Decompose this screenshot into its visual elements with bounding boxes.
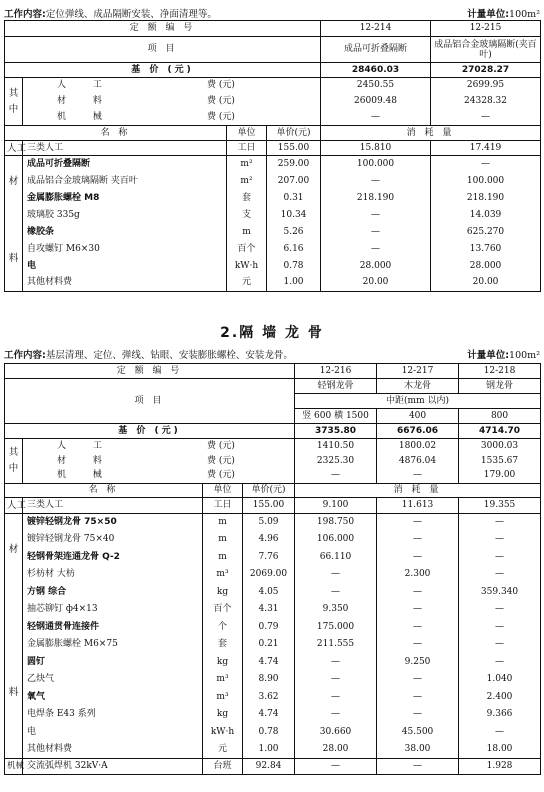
cost-row-machine — [23, 469, 295, 484]
quota-code: 12-214 — [321, 21, 431, 37]
material-value: 9.350 — [295, 601, 377, 619]
material-price: 8.90 — [243, 671, 295, 689]
material-name: 杉枋材 大枋 — [23, 566, 203, 584]
material-value: 20.00 — [321, 275, 431, 292]
cost-row-labor — [23, 78, 321, 94]
material-price: 4.74 — [243, 654, 295, 672]
material-value: — — [459, 619, 541, 637]
labor-price: 155.00 — [243, 498, 295, 514]
material-unit: kg — [203, 584, 243, 602]
material-value: 20.00 — [431, 275, 541, 292]
material-price: 5.26 — [267, 224, 321, 241]
among-label-top: 其 — [8, 447, 19, 458]
material-row — [5, 741, 541, 759]
cost-value: — — [377, 469, 459, 484]
cost-name: 材 料 — [57, 96, 114, 106]
material-value: 18.00 — [459, 741, 541, 759]
material-value: — — [321, 173, 431, 190]
labor-category: 人工 — [5, 498, 23, 514]
material-value: — — [377, 619, 459, 637]
cost-value: 2699.95 — [431, 78, 541, 94]
material-cat-bottom: 料 — [8, 687, 19, 698]
section2-title: 2.隔 墙 龙 骨 — [220, 325, 324, 341]
cost-name: 人 工 — [57, 440, 114, 451]
unit-label: 计量单位: — [467, 9, 510, 20]
material-value: — — [295, 566, 377, 584]
machine-name: 交流弧焊机 32kV·A — [23, 759, 203, 775]
material-row — [5, 636, 541, 654]
material-price: 0.21 — [243, 636, 295, 654]
material-unit: m³ — [203, 671, 243, 689]
spacing-value: 400 — [377, 409, 459, 424]
material-value: — — [459, 601, 541, 619]
material-unit: m² — [227, 173, 267, 190]
material-value: 625.270 — [431, 224, 541, 241]
section2-unit — [467, 347, 540, 361]
material-value: 218.190 — [431, 190, 541, 207]
cost-row-material — [23, 454, 295, 469]
material-name: 抽芯铆钉 ф4×13 — [23, 601, 203, 619]
material-unit: m — [203, 531, 243, 549]
material-row — [5, 654, 541, 672]
material-value: 218.190 — [321, 190, 431, 207]
labor-unit: 工日 — [203, 498, 243, 514]
material-value: — — [377, 689, 459, 707]
material-value: — — [377, 549, 459, 567]
section1-table — [4, 20, 541, 292]
material-value: 14.039 — [431, 207, 541, 224]
material-unit: m — [203, 514, 243, 532]
among-label-bottom: 中 — [8, 103, 19, 115]
col-unit-header: 单位 — [227, 126, 267, 141]
quota-code-label: 定 额 编 号 — [5, 21, 321, 37]
material-price: 0.78 — [243, 724, 295, 742]
material-name: 金属膨胀螺栓 M8 — [23, 190, 227, 207]
cost-value: — — [295, 469, 377, 484]
material-name: 金属膨胀螺栓 M6×75 — [23, 636, 203, 654]
material-row — [5, 514, 541, 532]
base-price-label: 基 价 (元) — [5, 424, 295, 439]
material-value: 1.040 — [459, 671, 541, 689]
material-value: 175.000 — [295, 619, 377, 637]
material-value: — — [295, 654, 377, 672]
machine-category: 机械 — [5, 759, 23, 775]
material-value: 2.400 — [459, 689, 541, 707]
material-unit: kg — [203, 654, 243, 672]
material-name: 橡胶条 — [23, 224, 227, 241]
cost-name: 机 械 — [57, 111, 114, 122]
material-row — [5, 619, 541, 637]
material-value: — — [459, 514, 541, 532]
material-unit: m³ — [203, 689, 243, 707]
material-value: — — [377, 584, 459, 602]
material-value: 45.500 — [377, 724, 459, 742]
labor-category: 人工 — [5, 141, 23, 156]
cost-value: — — [431, 110, 541, 126]
material-value: 100.000 — [321, 156, 431, 173]
material-value: — — [321, 224, 431, 241]
cost-fee: 费 (元) — [207, 440, 235, 451]
material-row — [5, 584, 541, 602]
material-value: 28.00 — [295, 741, 377, 759]
material-value: — — [377, 671, 459, 689]
col-name-header: 名 称 — [5, 484, 203, 498]
item-label: 项 目 — [5, 379, 295, 424]
cost-value: 1535.67 — [459, 454, 541, 469]
material-price: 207.00 — [267, 173, 321, 190]
material-value: 28.000 — [321, 258, 431, 275]
labor-value: 19.355 — [459, 498, 541, 514]
machine-value: — — [295, 759, 377, 775]
material-unit: kg — [203, 706, 243, 724]
material-value: — — [295, 689, 377, 707]
cost-fee: 费 (元) — [207, 455, 235, 466]
material-price: 259.00 — [267, 156, 321, 173]
cost-fee: 费 (元) — [207, 111, 235, 122]
base-price: 3735.80 — [295, 424, 377, 439]
material-value: — — [459, 724, 541, 742]
among-label-top: 其 — [8, 87, 19, 99]
labor-value: 11.613 — [377, 498, 459, 514]
material-value: 359.340 — [459, 584, 541, 602]
material-price: 2069.00 — [243, 566, 295, 584]
material-price: 3.62 — [243, 689, 295, 707]
material-value: — — [459, 566, 541, 584]
spacing-value: 800 — [459, 409, 541, 424]
material-unit: m — [203, 549, 243, 567]
quota-code: 12-217 — [377, 364, 459, 379]
cost-value: 26009.48 — [321, 94, 431, 110]
material-name: 电 — [23, 724, 203, 742]
material-row — [5, 671, 541, 689]
material-name: 方钢 综合 — [23, 584, 203, 602]
labor-value: 17.419 — [431, 141, 541, 156]
material-price: 5.09 — [243, 514, 295, 532]
material-row — [5, 566, 541, 584]
material-name: 轻钢骨架连通龙骨 Q-2 — [23, 549, 203, 567]
machine-value: 1.928 — [459, 759, 541, 775]
material-category — [5, 514, 23, 759]
material-value: — — [459, 636, 541, 654]
material-value: — — [321, 241, 431, 258]
labor-price: 155.00 — [267, 141, 321, 156]
cost-row-machine — [23, 110, 321, 126]
material-unit: 个 — [203, 619, 243, 637]
material-name: 镀锌轻钢龙骨 75×40 — [23, 531, 203, 549]
material-value: — — [377, 531, 459, 549]
col-price-header: 单价(元) — [267, 126, 321, 141]
work-content-text: 基层清理、定位、弹线、钻眼、安装膨胀螺栓、安装龙骨。 — [45, 350, 293, 361]
cost-value: 3000.03 — [459, 439, 541, 454]
col-price-header: 单价(元) — [243, 484, 295, 498]
material-row — [5, 724, 541, 742]
cost-name: 材 料 — [57, 455, 114, 466]
material-price: 6.16 — [267, 241, 321, 258]
material-row — [5, 706, 541, 724]
material-price: 0.31 — [267, 190, 321, 207]
material-value: 2.300 — [377, 566, 459, 584]
material-value: 9.366 — [459, 706, 541, 724]
material-value: — — [295, 706, 377, 724]
material-value: — — [459, 531, 541, 549]
cost-value: 1800.02 — [377, 439, 459, 454]
material-value: — — [377, 636, 459, 654]
quota-code: 12-215 — [431, 21, 541, 37]
material-price: 10.34 — [267, 207, 321, 224]
section2-work-content — [4, 347, 293, 361]
material-cat-top: 材 — [8, 176, 19, 187]
material-price: 4.31 — [243, 601, 295, 619]
labor-value: 9.100 — [295, 498, 377, 514]
cost-value: 2450.55 — [321, 78, 431, 94]
material-unit: 百个 — [227, 241, 267, 258]
material-value: — — [377, 706, 459, 724]
material-value: 30.660 — [295, 724, 377, 742]
col-unit-header: 单位 — [203, 484, 243, 498]
material-unit: kW·h — [227, 258, 267, 275]
quota-code: 12-218 — [459, 364, 541, 379]
col-consume-header: 消 耗 量 — [295, 484, 541, 498]
material-unit: m — [227, 224, 267, 241]
cost-value: 4876.04 — [377, 454, 459, 469]
material-unit: 套 — [227, 190, 267, 207]
material-value: 66.110 — [295, 549, 377, 567]
cost-row-labor — [23, 439, 295, 454]
unit-label: 计量单位: — [467, 350, 510, 361]
col-name-header: 名 称 — [5, 126, 227, 141]
material-value: 211.555 — [295, 636, 377, 654]
labor-unit: 工日 — [227, 141, 267, 156]
cost-value: — — [321, 110, 431, 126]
cost-fee: 费 (元) — [207, 80, 235, 91]
material-price: 0.78 — [267, 258, 321, 275]
labor-name: 三类人工 — [23, 498, 203, 514]
material-value: 100.000 — [431, 173, 541, 190]
cost-name: 机 械 — [57, 470, 114, 481]
material-value: — — [459, 549, 541, 567]
material-unit: 套 — [203, 636, 243, 654]
cost-fee: 费 (元) — [207, 470, 235, 481]
material-value: — — [295, 671, 377, 689]
material-name: 氧气 — [23, 689, 203, 707]
material-name: 其他材料费 — [23, 275, 227, 292]
material-unit: kW·h — [203, 724, 243, 742]
work-content-label: 工作内容: — [4, 9, 46, 20]
base-price: 4714.70 — [459, 424, 541, 439]
base-price: 27028.27 — [431, 63, 541, 78]
cost-value: 2325.30 — [295, 454, 377, 469]
cost-value: 179.00 — [459, 469, 541, 484]
quota-code: 12-216 — [295, 364, 377, 379]
section2-materials — [5, 514, 541, 759]
item-name: 钢龙骨 — [459, 379, 541, 394]
unit-value: 100m² — [509, 9, 540, 20]
material-price: 4.74 — [243, 706, 295, 724]
material-price: 1.00 — [243, 741, 295, 759]
material-price: 7.76 — [243, 549, 295, 567]
material-value: 13.760 — [431, 241, 541, 258]
material-name: 自攻螺钉 M6×30 — [23, 241, 227, 258]
material-value: — — [321, 207, 431, 224]
base-price: 28460.03 — [321, 63, 431, 78]
material-price: 0.79 — [243, 619, 295, 637]
material-name: 乙炔气 — [23, 671, 203, 689]
material-value: 198.750 — [295, 514, 377, 532]
material-name: 圆钉 — [23, 654, 203, 672]
cost-name: 人 工 — [57, 80, 114, 91]
material-row — [5, 689, 541, 707]
item-name: 成品铝合金玻璃隔断(夹百叶) — [431, 37, 541, 63]
material-cat-top: 材 — [8, 544, 19, 555]
work-content-label: 工作内容: — [4, 350, 46, 361]
material-unit: 元 — [203, 741, 243, 759]
base-price-label: 基 价 (元) — [5, 63, 321, 78]
item-name: 成品可折叠隔断 — [321, 37, 431, 63]
material-name: 玻璃胶 335g — [23, 207, 227, 224]
machine-unit: 台班 — [203, 759, 243, 775]
material-name: 电 — [23, 258, 227, 275]
material-row — [5, 531, 541, 549]
material-price: 1.00 — [267, 275, 321, 292]
material-unit: 支 — [227, 207, 267, 224]
material-unit: 百个 — [203, 601, 243, 619]
material-row — [5, 601, 541, 619]
material-value: — — [377, 601, 459, 619]
cost-fee: 费 (元) — [207, 96, 235, 106]
work-content-text: 定位弹线、成品隔断安装、净面清理等。 — [45, 9, 217, 20]
material-name: 成品可折叠隔断 — [23, 156, 227, 173]
material-name: 其他材料费 — [23, 741, 203, 759]
material-row — [5, 549, 541, 567]
material-price: 4.96 — [243, 531, 295, 549]
material-name: 轻钢通贯骨连接件 — [23, 619, 203, 637]
machine-value: — — [377, 759, 459, 775]
material-unit: m³ — [203, 566, 243, 584]
material-unit: 元 — [227, 275, 267, 292]
cost-row-material — [23, 94, 321, 110]
material-value: 106.000 — [295, 531, 377, 549]
spacing-value: 竖 600 横 1500 — [295, 409, 377, 424]
section1-work-content — [4, 6, 217, 20]
labor-value: 15.810 — [321, 141, 431, 156]
item-name: 木龙骨 — [377, 379, 459, 394]
col-consume-header: 消 耗 量 — [321, 126, 541, 141]
machine-price: 92.84 — [243, 759, 295, 775]
material-value: — — [431, 156, 541, 173]
spacing-label: 中距(mm 以内) — [295, 394, 541, 409]
material-unit: m² — [227, 156, 267, 173]
quota-code-label: 定 额 编 号 — [5, 364, 295, 379]
item-name: 轻钢龙骨 — [295, 379, 377, 394]
material-cat-bottom: 料 — [8, 253, 19, 264]
unit-value: 100m² — [509, 350, 540, 361]
material-price: 4.05 — [243, 584, 295, 602]
material-value: 28.000 — [431, 258, 541, 275]
section2-table — [4, 363, 541, 775]
cost-value: 24328.32 — [431, 94, 541, 110]
material-value: 9.250 — [377, 654, 459, 672]
material-name: 电焊条 E43 系列 — [23, 706, 203, 724]
material-value: 38.00 — [377, 741, 459, 759]
item-label: 项 目 — [5, 37, 321, 63]
material-category — [5, 156, 23, 292]
among-label — [5, 78, 23, 126]
section1-unit — [467, 6, 540, 20]
among-label-bottom: 中 — [8, 463, 19, 474]
labor-name: 三类人工 — [23, 141, 227, 156]
material-value: — — [459, 654, 541, 672]
among-label — [5, 439, 23, 484]
cost-value: 1410.50 — [295, 439, 377, 454]
material-name: 镀锌轻钢龙骨 75×50 — [23, 514, 203, 532]
material-value: — — [377, 514, 459, 532]
material-name: 成品铝合金玻璃隔断 夹百叶 — [23, 173, 227, 190]
material-value: — — [295, 584, 377, 602]
base-price: 6676.06 — [377, 424, 459, 439]
